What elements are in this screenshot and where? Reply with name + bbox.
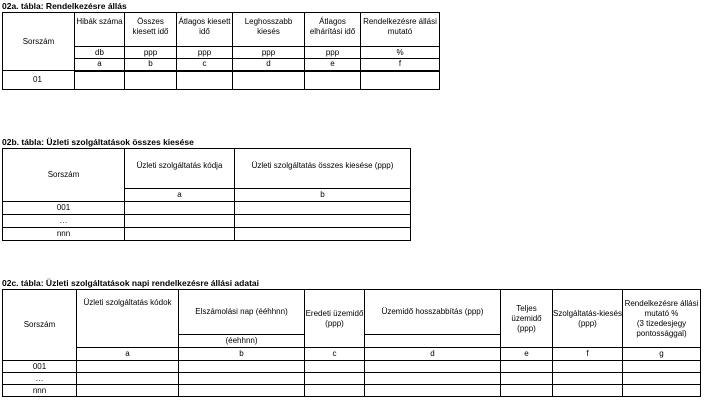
table-cell[interactable] [77,385,179,397]
table-cell[interactable] [235,215,411,228]
table-c-header-c: Eredeti üzemidő (ppp) [305,290,365,348]
table-a-unit-a: db [75,47,125,59]
table-cell[interactable] [125,202,235,215]
table-c-letter-a: a [77,348,179,361]
table-c-row-number: nnn [3,385,77,397]
table-b-row-number: 001 [3,202,125,215]
table-a-title: 02a. tábla: Rendelkezésre állás [2,1,127,11]
table-cell[interactable] [235,228,411,241]
table-cell[interactable] [75,71,125,90]
table-cell[interactable] [125,228,235,241]
table-c-letter-d: d [365,348,501,361]
table-c [2,289,701,397]
table-a-unit-c: ppp [177,47,233,59]
table-a-header-d: Leghosszabb kiesés [233,13,305,47]
table-a-row-number: 01 [3,71,75,90]
table-c-title: 02c. tábla: Üzleti szolgáltatások napi rendelkezésre állási adatai [2,278,259,288]
table-a-unit-e: ppp [305,47,361,59]
table-cell[interactable] [77,361,179,373]
table-b-letter-b: b [235,189,411,202]
table-c-header-a: Üzleti szolgáltatás kódok [77,290,179,348]
table-c-row-number: … [3,373,77,385]
table-cell[interactable] [305,385,365,397]
table-cell[interactable] [365,361,501,373]
table-c-letter-e: e [501,348,553,361]
table-cell[interactable] [553,361,623,373]
table-row [3,373,701,385]
table-row [3,71,440,90]
table-b-letter-a: a [125,189,235,202]
table-cell[interactable] [365,385,501,397]
table-cell[interactable] [553,373,623,385]
table-cell[interactable] [623,361,701,373]
table-b-row-number: … [3,215,125,228]
table-c-header-f: Szolgáltatás-kiesés (ppp) [553,290,623,348]
table-a-unit-d: ppp [233,47,305,59]
table-b-sorszam-header: Sorszám [3,149,125,202]
table-a [2,12,440,90]
table-a-letter-a: a [75,59,125,71]
table-cell[interactable] [233,71,305,90]
table-c-header-g: Rendelkezésre állási mutató % (3 tizedesjegy pontossággal) [623,290,701,348]
table-cell[interactable] [501,385,553,397]
table-a-header-f: Rendelkezésre állási mutató [361,13,440,47]
table-cell[interactable] [553,385,623,397]
table-cell[interactable] [305,71,361,90]
table-b-row-number: nnn [3,228,125,241]
table-a-header-c: Átlagos kiesett idő [177,13,233,47]
table-a-unit-f: % [361,47,440,59]
table-c-letter-g: g [623,348,701,361]
table-cell[interactable] [361,71,440,90]
table-cell[interactable] [305,373,365,385]
table-b [2,148,411,241]
table-cell[interactable] [501,361,553,373]
table-c-header-b: Elszámolási nap (ééhhnn) [179,290,305,335]
table-cell[interactable] [365,373,501,385]
table-c-sorszam-header: Sorszám [3,290,77,361]
table-row [3,202,411,215]
table-cell[interactable] [623,385,701,397]
table-a-letter-c: c [177,59,233,71]
table-row [3,215,411,228]
table-c-letter-b: b [179,348,305,361]
table-cell[interactable] [179,361,305,373]
table-a-header-b: Összes kiesett idő [125,13,177,47]
table-cell[interactable] [125,215,235,228]
table-row [3,361,701,373]
table-c-header-e: Teljes üzemidő (ppp) [501,290,553,348]
table-cell[interactable] [125,71,177,90]
table-cell[interactable] [501,373,553,385]
table-b-header-a: Üzleti szolgáltatás kódja [125,149,235,189]
table-a-header-e: Átlagos elhárítási idő [305,13,361,47]
table-c-letter-c: c [305,348,365,361]
table-c-row-number: 001 [3,361,77,373]
table-a-header-a: Hibák száma [75,13,125,47]
table-cell[interactable] [179,385,305,397]
table-c-subunit-d [365,335,501,348]
table-b-header-b: Üzleti szolgáltatás összes kiesése (ppp) [235,149,411,189]
table-a-letter-b: b [125,59,177,71]
table-cell[interactable] [179,373,305,385]
table-a-unit-b: ppp [125,47,177,59]
table-cell[interactable] [177,71,233,90]
table-c-header-d: Üzemidő hosszabbítás (ppp) [365,290,501,335]
table-a-letter-f: f [361,59,440,71]
table-cell[interactable] [235,202,411,215]
table-a-sorszam-header: Sorszám [3,13,75,71]
table-cell[interactable] [77,373,179,385]
table-row [3,228,411,241]
table-b-title: 02b. tábla: Üzleti szolgáltatások összes kiesése [2,137,194,147]
table-c-subunit-b: (éehhnn) [179,335,305,348]
table-cell[interactable] [623,373,701,385]
table-row [3,385,701,397]
table-a-letter-e: e [305,59,361,71]
table-a-letter-d: d [233,59,305,71]
table-cell[interactable] [305,361,365,373]
table-c-letter-f: f [553,348,623,361]
